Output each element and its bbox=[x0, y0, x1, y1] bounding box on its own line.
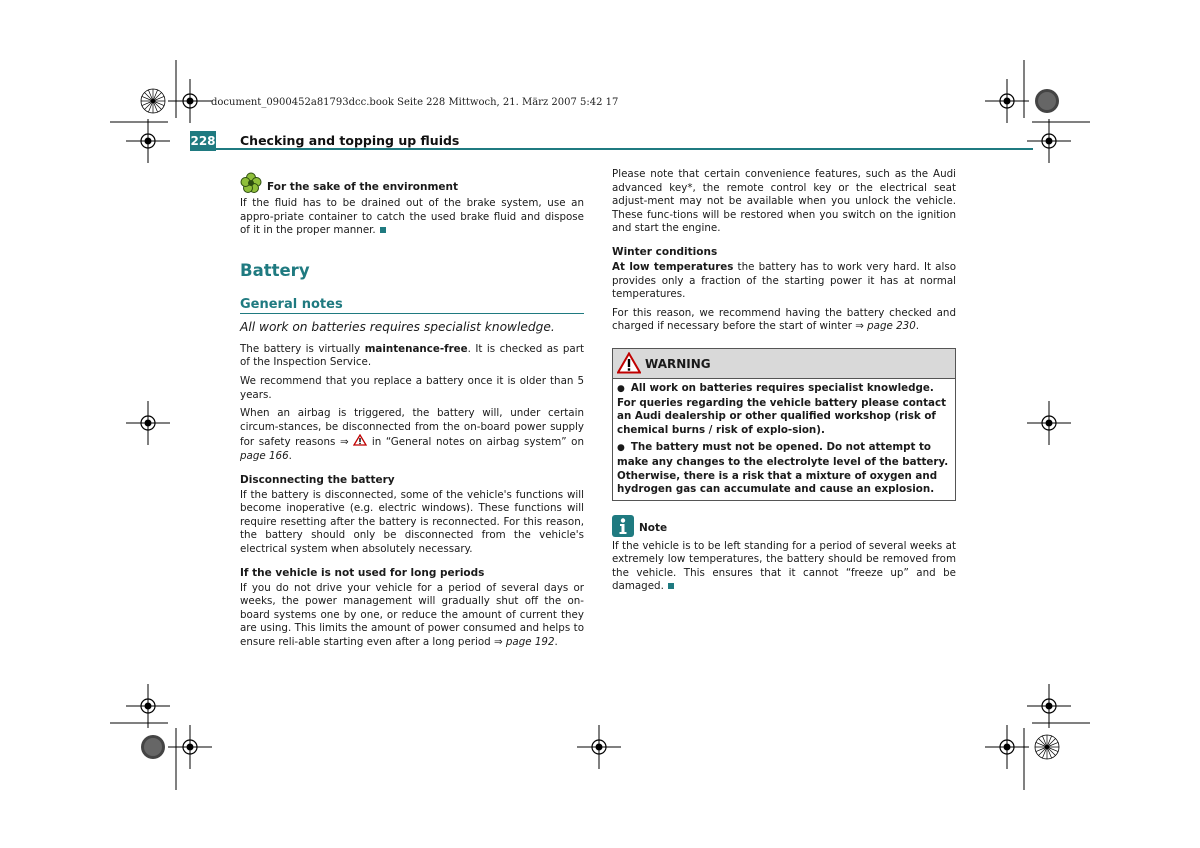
paragraph-convenience: Please note that certain convenience features, such as the Audi advanced key*, the remote control key or the electrical seat adjust-ment may not be available when you unlock the vehicle. These func-tions will be restored when you switch on the ignition and start the engine. bbox=[612, 168, 956, 235]
warning-box bbox=[612, 348, 956, 501]
section-heading-battery: Battery bbox=[240, 260, 310, 280]
warning-triangle-icon bbox=[353, 434, 367, 446]
warning-item: ● The battery must not be opened. Do not attempt to make any changes to the electrolyte level of the battery. Otherwise, there is a risk that a mixture of oxygen and hydrogen gas can accumulate and cause an explosion. bbox=[617, 441, 949, 496]
paragraph-airbag: When an airbag is triggered, the battery will, under certain circum-stances, be disconnected from the on-board power supply for safety reasons ⇒ in “General notes on airbag system” on page 166. bbox=[240, 407, 585, 462]
heading-winter: Winter conditions bbox=[612, 245, 718, 258]
end-marker bbox=[380, 227, 386, 233]
page-ref-192[interactable]: page 192 bbox=[505, 635, 555, 648]
left-column bbox=[240, 172, 584, 649]
paragraph-winter-check: For this reason, we recommend having the battery checked and charged if necessary before the start of winter ⇒ page 230. bbox=[612, 306, 956, 333]
paragraph-winter: At low temperatures the battery has to work very hard. It also provides only a fraction of the starting power it has at normal temperatures. bbox=[612, 260, 956, 301]
warning-header bbox=[613, 349, 955, 379]
warning-label: WARNING bbox=[645, 356, 711, 371]
paragraph-not-used: If you do not drive your vehicle for a period of several days or weeks, the power management will gradually shut off the on-board systems one by one, or reduce the amount of current they are using. This limits the amount of power consumed and helps to ensure reli-able starting even after a long period ⇒ page 192. bbox=[240, 581, 584, 648]
lead-text: All work on batteries requires specialist knowledge. bbox=[240, 319, 555, 334]
environment-note-header bbox=[240, 172, 584, 194]
paragraph-maintenance: The battery is virtually maintenance-free. It is checked as part of the Inspection Service. bbox=[240, 342, 584, 369]
paragraph-replace: We recommend that you replace a battery once it is older than 5 years. bbox=[240, 374, 584, 401]
warning-body bbox=[613, 379, 955, 500]
environment-note-text: If the fluid has to be drained out of the brake system, use an appro-priate container to catch the used brake fluid and dispose of it in the proper manner. bbox=[240, 197, 584, 237]
warning-item: ● All work on batteries requires specialist knowledge. For queries regarding the vehicle battery please contact an Audi dealership or other qualified workshop (risk of chemical burns / risk of explo-sion). bbox=[617, 381, 947, 436]
end-marker bbox=[668, 583, 674, 589]
page-ref-230[interactable]: page 230 bbox=[867, 320, 916, 333]
warning-triangle-icon bbox=[617, 352, 641, 374]
note-label: Note bbox=[639, 521, 668, 534]
right-column bbox=[612, 168, 956, 594]
paragraph-disconnecting: If the battery is disconnected, some of the vehicle's functions will become inoperative (e.g. electric windows). These functions will require resetting after the battery is reconnected. For this reason, the battery should only be disconnected from the vehicle's electrical system when absolutely necessary. bbox=[240, 488, 584, 555]
flower-icon bbox=[240, 172, 262, 194]
environment-note-title: For the sake of the environment bbox=[267, 181, 459, 193]
subsection-heading-general-notes: General notes bbox=[240, 293, 584, 314]
header-rule bbox=[190, 148, 1033, 150]
page-number: 228 bbox=[190, 131, 216, 151]
note-text: If the vehicle is to be left standing for a period of several weeks at extremely low temperatures, the battery should be removed from the vehicle. This ensures that it cannot “freeze up” and be damaged. bbox=[612, 539, 956, 593]
page-ref-166[interactable]: page 166 bbox=[240, 449, 289, 462]
note-header bbox=[612, 515, 956, 537]
heading-not-used: If the vehicle is not used for long periods bbox=[240, 566, 485, 579]
page-header-title: Checking and topping up fluids bbox=[240, 133, 460, 148]
print-header-info: document_0900452a81793dcc.book Seite 228 Mittwoch, 21. März 2007 5:42 17 bbox=[211, 97, 619, 108]
info-icon bbox=[612, 515, 634, 537]
heading-disconnecting: Disconnecting the battery bbox=[240, 473, 395, 486]
